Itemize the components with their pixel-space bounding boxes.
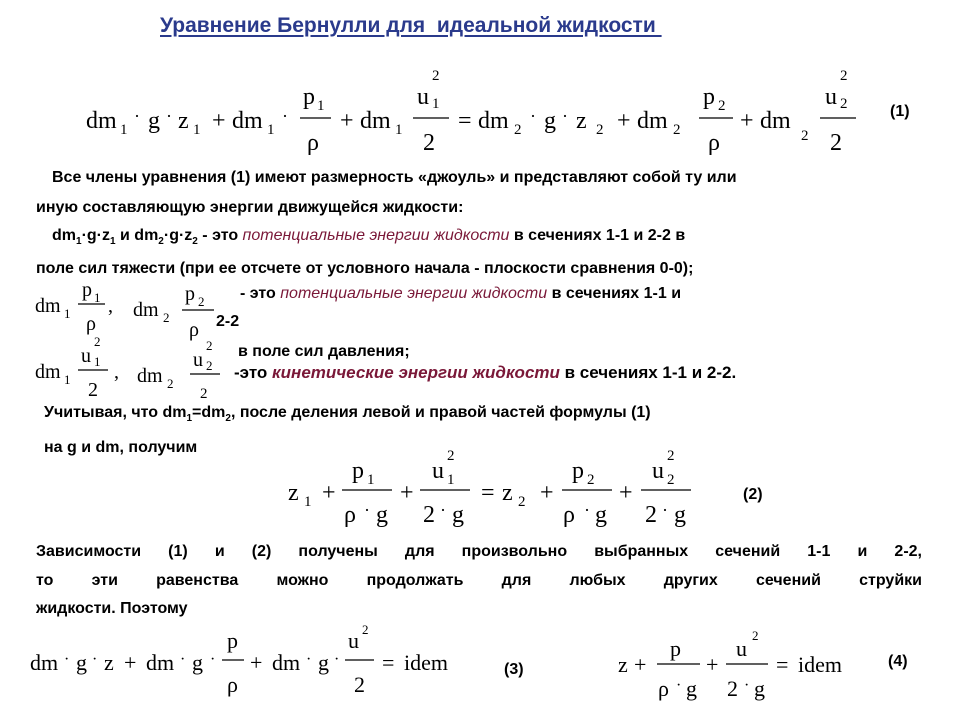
paragraph-division-line-2: на g и dm, получим xyxy=(44,439,198,456)
svg-text:,: , xyxy=(114,361,119,383)
svg-text:dm: dm xyxy=(30,650,59,675)
svg-text:·: · xyxy=(64,651,70,668)
svg-text:g: g xyxy=(686,676,697,701)
svg-text:dm: dm xyxy=(272,650,301,675)
svg-text:2: 2 xyxy=(840,96,848,112)
svg-text:2: 2 xyxy=(163,310,170,325)
svg-text:u: u xyxy=(432,458,444,484)
svg-text:dm: dm xyxy=(637,108,668,134)
svg-text:u: u xyxy=(348,628,359,653)
svg-text:·: · xyxy=(92,651,98,668)
svg-text:1: 1 xyxy=(64,306,71,321)
svg-text:1: 1 xyxy=(94,290,101,305)
paragraph-dimension-line-1: Все члены уравнения (1) имеют размерность «джоуль» и представляют собой ту или xyxy=(52,169,737,186)
svg-text:2: 2 xyxy=(362,622,369,637)
kinetic-tail: в сечениях 1-1 и 2-2. xyxy=(559,363,737,382)
svg-text:·: · xyxy=(562,106,568,126)
svg-text:2: 2 xyxy=(423,502,435,528)
svg-text:dm: dm xyxy=(478,108,509,134)
svg-text:2: 2 xyxy=(667,472,675,488)
svg-text:·: · xyxy=(282,106,288,126)
svg-text:1: 1 xyxy=(447,472,455,488)
equation-3-number: (3) xyxy=(504,661,524,678)
svg-text:=: = xyxy=(481,480,495,506)
svg-text:·: · xyxy=(744,677,750,694)
svg-text:2: 2 xyxy=(94,334,101,349)
pressure-highlight: потенциальные энергии жидкости xyxy=(280,285,548,302)
svg-text:·: · xyxy=(530,106,536,126)
svg-text:2: 2 xyxy=(432,68,440,84)
svg-text:1: 1 xyxy=(94,354,101,369)
svg-text:1: 1 xyxy=(193,122,201,138)
svg-text:dm: dm xyxy=(35,361,61,383)
svg-text:2: 2 xyxy=(206,338,213,353)
svg-text:=: = xyxy=(458,108,472,134)
potential-highlight: потенциальные энергии жидкости xyxy=(242,227,510,244)
svg-text:dm: dm xyxy=(35,295,61,317)
svg-text:2: 2 xyxy=(840,68,848,84)
svg-text:=: = xyxy=(776,652,789,677)
svg-text:z: z xyxy=(288,480,299,506)
svg-text:+: + xyxy=(400,480,414,506)
svg-text:·: · xyxy=(334,651,340,668)
potential-dash: - это xyxy=(197,227,243,244)
svg-text:g: g xyxy=(318,650,329,675)
svg-text:2: 2 xyxy=(645,502,657,528)
svg-text:+: + xyxy=(617,108,631,134)
svg-text:ρ: ρ xyxy=(658,676,669,701)
svg-text:u: u xyxy=(81,345,91,367)
svg-text:ρ: ρ xyxy=(86,313,96,335)
svg-text:2: 2 xyxy=(718,98,726,114)
svg-text:p: p xyxy=(572,458,584,484)
svg-text:1: 1 xyxy=(304,494,312,510)
svg-text:·: · xyxy=(134,106,140,126)
svg-text:2: 2 xyxy=(727,676,738,701)
svg-text:·: · xyxy=(166,106,172,126)
svg-text:2: 2 xyxy=(514,122,522,138)
paragraph-dependencies-line-1: Зависимости (1) и (2) получены для произвольно выбранных сечений 1-1 и 2-2, xyxy=(36,543,922,560)
svg-text:·: · xyxy=(584,500,590,520)
svg-text:ρ: ρ xyxy=(307,130,319,156)
svg-text:2: 2 xyxy=(752,628,759,643)
svg-text:ρ: ρ xyxy=(563,502,575,528)
svg-text:dm: dm xyxy=(146,650,175,675)
svg-text:dm: dm xyxy=(137,365,163,387)
pressure-dash: - это xyxy=(240,285,281,302)
svg-text:u: u xyxy=(193,349,203,371)
svg-text:1: 1 xyxy=(395,122,403,138)
svg-text:+: + xyxy=(340,108,354,134)
svg-text:u: u xyxy=(652,458,664,484)
svg-text:+: + xyxy=(740,108,754,134)
svg-text:u: u xyxy=(417,84,429,110)
svg-text:idem: idem xyxy=(798,652,842,677)
svg-text:p: p xyxy=(670,636,681,661)
slide-title: Уравнение Бернулли для идеальной жидкости xyxy=(160,14,662,37)
svg-text:2: 2 xyxy=(88,379,98,401)
svg-text:ρ: ρ xyxy=(227,672,238,697)
svg-text:2: 2 xyxy=(198,294,205,309)
svg-text:z: z xyxy=(104,650,114,675)
paragraph-dimension-line-2: иную составляющую энергии движущейся жидкости: xyxy=(36,199,464,216)
equation-1-number: (1) xyxy=(890,103,910,120)
svg-text:g: g xyxy=(192,650,203,675)
svg-text:g: g xyxy=(376,502,388,528)
equation-4-number: (4) xyxy=(888,653,908,670)
svg-text:u: u xyxy=(825,84,837,110)
svg-text:1: 1 xyxy=(317,98,325,114)
svg-text:1: 1 xyxy=(432,96,440,112)
svg-text:ρ: ρ xyxy=(189,319,199,341)
svg-text:+: + xyxy=(706,652,719,677)
svg-text:p: p xyxy=(227,628,238,653)
svg-text:·: · xyxy=(306,651,312,668)
division-end: , после деления левой и правой частей формулы (1) xyxy=(230,404,651,421)
svg-text:·: · xyxy=(440,500,446,520)
svg-text:2: 2 xyxy=(587,472,595,488)
svg-text:ρ: ρ xyxy=(344,502,356,528)
svg-text:2: 2 xyxy=(673,122,681,138)
division-start: Учитывая, что dm xyxy=(44,404,187,421)
svg-text:2: 2 xyxy=(423,130,435,156)
equation-2-number: (2) xyxy=(743,486,763,503)
svg-text:2: 2 xyxy=(206,358,213,373)
svg-text:2: 2 xyxy=(354,672,365,697)
svg-text:2: 2 xyxy=(447,448,455,464)
division-mid: =dm xyxy=(192,404,226,421)
svg-text:g: g xyxy=(544,108,556,134)
svg-text:1: 1 xyxy=(120,122,128,138)
svg-text:dm: dm xyxy=(760,108,791,134)
svg-text:·: · xyxy=(676,677,682,694)
svg-text:2: 2 xyxy=(801,128,809,144)
svg-text:dm: dm xyxy=(86,108,117,134)
svg-text:z: z xyxy=(576,108,587,134)
svg-text:+: + xyxy=(634,652,647,677)
svg-text:z: z xyxy=(502,480,513,506)
svg-text:+: + xyxy=(540,480,554,506)
potential-tail: в сечениях 1-1 и 2-2 в xyxy=(509,227,686,244)
svg-text:·: · xyxy=(662,500,668,520)
svg-text:1: 1 xyxy=(367,472,375,488)
svg-text:·: · xyxy=(364,500,370,520)
svg-text:z: z xyxy=(178,108,189,134)
svg-text:p: p xyxy=(352,458,364,484)
svg-text:g: g xyxy=(148,108,160,134)
svg-text:g: g xyxy=(452,502,464,528)
paragraph-potential-gravity: $dm_1\cdot g\cdot z_1$ и $dm_2\cdot g\cdot z_2$ - это потенциальные энергии жидкости в сечениях 1-1 и 2-2 в xyxy=(52,227,686,248)
svg-text:dm: dm xyxy=(232,108,263,134)
svg-text:p: p xyxy=(185,283,195,305)
svg-text:2: 2 xyxy=(596,122,604,138)
svg-text:z: z xyxy=(618,652,628,677)
svg-text:g: g xyxy=(595,502,607,528)
svg-text:2: 2 xyxy=(830,130,842,156)
svg-text:u: u xyxy=(736,636,747,661)
svg-text:·: · xyxy=(210,651,216,668)
svg-text:dm: dm xyxy=(133,299,159,321)
svg-text:p: p xyxy=(703,84,715,110)
svg-text:dm: dm xyxy=(360,108,391,134)
svg-text:idem: idem xyxy=(404,650,448,675)
pressure-continuation: 2-2 xyxy=(216,313,240,330)
svg-text:·: · xyxy=(180,651,186,668)
svg-text:1: 1 xyxy=(64,372,71,387)
potential-connector: и dm xyxy=(115,227,159,244)
svg-text:2: 2 xyxy=(518,494,526,510)
svg-text:+: + xyxy=(250,650,263,675)
svg-text:+: + xyxy=(212,108,226,134)
svg-text:,: , xyxy=(108,295,113,317)
svg-text:g: g xyxy=(754,676,765,701)
svg-text:=: = xyxy=(382,650,395,675)
svg-text:+: + xyxy=(124,650,137,675)
svg-text:+: + xyxy=(322,480,336,506)
kinetic-highlight: кинетические энергии жидкости xyxy=(272,363,560,382)
paragraph-dependencies-line-3: жидкости. Поэтому xyxy=(36,600,188,617)
pressure-tail: в сечениях 1-1 и xyxy=(547,285,682,302)
svg-text:p: p xyxy=(303,84,315,110)
kinetic-dash: -это xyxy=(234,363,273,382)
paragraph-dependencies-line-2: то эти равенства можно продолжать для любых других сечений струйки xyxy=(36,572,922,589)
svg-text:2: 2 xyxy=(167,376,174,391)
svg-text:p: p xyxy=(82,279,92,301)
paragraph-pressure-line-3: в поле сил давления; xyxy=(238,343,410,360)
svg-text:+: + xyxy=(619,480,633,506)
svg-text:2: 2 xyxy=(667,448,675,464)
svg-text:g: g xyxy=(76,650,87,675)
svg-text:ρ: ρ xyxy=(708,130,720,156)
paragraph-division: Учитывая, что $dm_1=dm_2$, после деления левой и правой частей формулы (1) xyxy=(44,404,651,425)
paragraph-potential-gravity-line-2: поле сил тяжести (при ее отсчете от условного начала - плоскости сравнения 0-0); xyxy=(36,260,694,277)
svg-text:1: 1 xyxy=(267,122,275,138)
svg-text:2: 2 xyxy=(200,386,208,402)
svg-text:g: g xyxy=(674,502,686,528)
